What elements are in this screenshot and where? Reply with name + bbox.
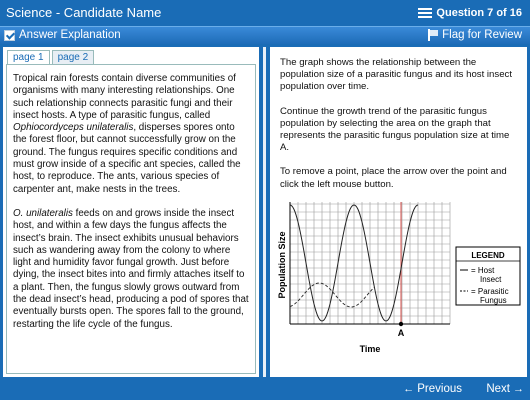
passage-paragraph-2: O. unilateralis feeds on and grows inside the insect host, and within a few days the fungus affects the insect’s brain. The insect exhibits unusual behaviors such as wandering away from the colony to where light and humidity favor fungal growth. Just before dying, the insect bites into and firmly attaches itself to a plant. Then, the fungus slowly grows outward from the dead insect’s head, producing a pod of spores that eventually bursts open. The spores fall to the ground, restarting the life cycle of the fungus. bbox=[13, 207, 249, 330]
question-list-icon bbox=[418, 8, 432, 19]
previous-label: Previous bbox=[417, 383, 462, 395]
legend-title: LEGEND bbox=[471, 251, 505, 260]
question-text bbox=[280, 57, 520, 203]
answer-explanation-label: Answer Explanation bbox=[19, 29, 121, 41]
time-a-point bbox=[399, 322, 403, 326]
passage-text bbox=[6, 64, 256, 374]
passage-tabs bbox=[7, 50, 94, 65]
answer-explanation-toggle[interactable] bbox=[4, 29, 121, 41]
time-a-label: A bbox=[397, 328, 405, 338]
x-axis-label: Time bbox=[359, 344, 381, 354]
previous-button[interactable] bbox=[403, 383, 462, 395]
legend-parasite-line2: Fungus bbox=[480, 296, 507, 305]
legend-parasite-line1: = Parasitic bbox=[471, 287, 509, 296]
tab-page-1[interactable]: page 1 bbox=[7, 50, 50, 65]
graph-legend bbox=[456, 247, 520, 305]
bottom-bar bbox=[0, 380, 530, 400]
legend-host-line1: = Host bbox=[471, 266, 495, 275]
question-panel bbox=[270, 47, 527, 377]
flag-icon bbox=[427, 29, 439, 41]
legend-host-line2: Insect bbox=[480, 275, 502, 284]
population-graph[interactable] bbox=[270, 197, 527, 377]
passage-panel bbox=[3, 47, 259, 377]
tab-page-2[interactable]: page 2 bbox=[52, 50, 95, 65]
question-paragraph-3: To remove a point, place the arrow over the point and click the left mouse button. bbox=[280, 166, 507, 190]
question-paragraph-2: Continue the growth trend of the parasitic fungus population by selecting the area on the graph that represents the parasitic fungus population size at time A. bbox=[280, 105, 510, 154]
y-axis-label: Population Size bbox=[277, 231, 287, 299]
question-paragraph-1: The graph shows the relationship between the population size of a parasitic fungus and its host insect population over time. bbox=[280, 57, 512, 93]
question-indicator[interactable] bbox=[418, 7, 522, 19]
passage-paragraph-1: Tropical rain forests contain diverse communities of organisms with many interesting relationships. One such relationship connects parasitic fungi and their insect hosts. A type of parasitic fungus, called Ophiocordyceps unilateralis, disperses spores onto the forest floor, but cannot successfully grow on the ground. The fungus requires specific conditions and must grow inside of a specific ant species, called the host, to reproduce. The ants, various species of carpenter ant, make nests in the trees. bbox=[13, 73, 241, 195]
flag-for-review-label: Flag for Review bbox=[442, 29, 522, 41]
arrow-left-icon: ← bbox=[403, 383, 415, 395]
checkbox-icon bbox=[4, 30, 15, 41]
arrow-right-icon: → bbox=[513, 383, 524, 395]
next-button[interactable] bbox=[486, 383, 524, 395]
panel-splitter[interactable] bbox=[259, 47, 270, 377]
toolbar bbox=[0, 26, 530, 44]
next-label: Next bbox=[486, 383, 510, 395]
content-frame bbox=[0, 44, 530, 380]
flag-for-review-button[interactable] bbox=[427, 29, 522, 41]
app-title: Science - Candidate Name bbox=[6, 5, 162, 20]
question-number-label: Question 7 of 16 bbox=[436, 7, 522, 19]
title-bar bbox=[0, 0, 530, 26]
